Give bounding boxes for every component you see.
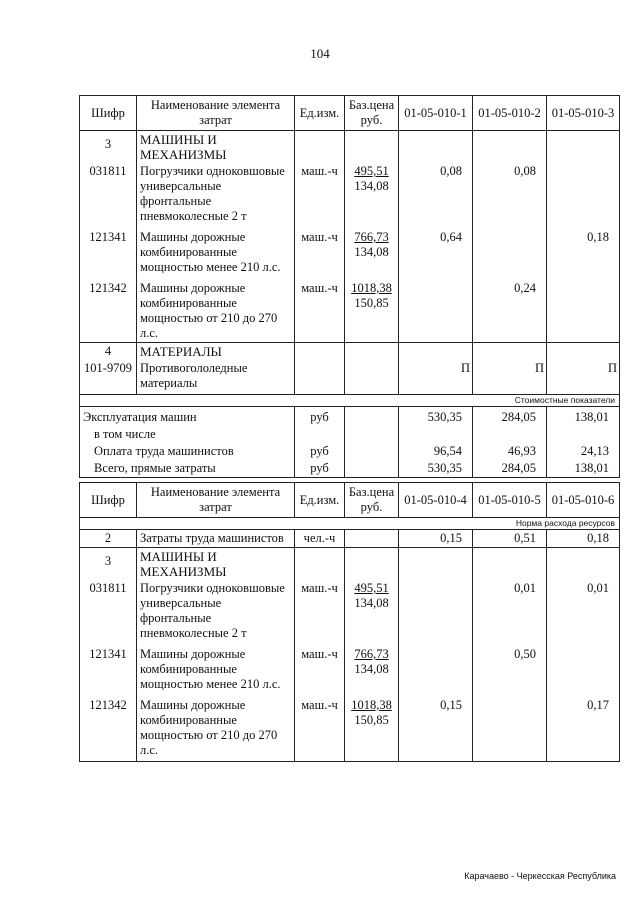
section-title: МАШИНЫ И МЕХАНИЗМЫ — [137, 131, 295, 164]
row-value-3 — [547, 163, 620, 225]
row-name: Машины дорожные комбинированные мощностью менее 210 л.с. — [137, 225, 295, 276]
row-code: 101-9709 — [80, 360, 137, 395]
row-name: Погрузчики одноковшовые универсальные фронтальные пневмоколесные 2 т — [137, 580, 295, 642]
band-label: Стоимостные показатели — [80, 395, 620, 407]
header-name: Наименование элемента затрат — [137, 96, 295, 131]
row-code: 2 — [80, 530, 137, 548]
row-code: 031811 — [80, 580, 137, 642]
table-row — [80, 530, 620, 548]
row-price: 495,51 134,08 — [345, 580, 399, 642]
row-code: 121341 — [80, 642, 137, 693]
row-name: Противогололедные материалы — [137, 360, 295, 395]
header-code: Шифр — [80, 96, 137, 131]
row-name: Машины дорожные комбинированные мощностью менее 210 л.с. — [137, 642, 295, 693]
row-name: Погрузчики одноковшовые универсальные фронтальные пневмоколесные 2 т — [137, 163, 295, 225]
row-value-2: 0,51 — [473, 530, 547, 548]
cost-value-2: 284,05 — [473, 460, 547, 478]
band-label: Норма расхода ресурсов — [80, 518, 620, 530]
row-code: 121342 — [80, 693, 137, 762]
row-code: 121342 — [80, 276, 137, 343]
header-col-6: 01-05-010-6 — [547, 483, 620, 518]
header-unit: Ед.изм. — [295, 483, 345, 518]
header-unit: Ед.изм. — [295, 96, 345, 131]
row-value-2 — [473, 693, 547, 762]
section-num: 3 — [80, 548, 137, 581]
row-value-2: П — [473, 360, 547, 395]
resource-table-2 — [79, 482, 620, 762]
section-title: МАТЕРИАЛЫ — [137, 343, 295, 361]
row-value-2: 0,50 — [473, 642, 547, 693]
row-unit: маш.-ч — [295, 276, 345, 343]
row-price: 495,51 134,08 — [345, 163, 399, 225]
row-unit: маш.-ч — [295, 693, 345, 762]
cost-including: в том числе — [80, 426, 295, 443]
header-price: Баз.цена руб. — [345, 96, 399, 131]
cost-value-3: 138,01 — [547, 460, 620, 478]
page-number: 104 — [310, 46, 330, 61]
header-col-1: 01-05-010-1 — [399, 96, 473, 131]
cost-label: Всего, прямые затраты — [80, 460, 295, 478]
row-unit: маш.-ч — [295, 163, 345, 225]
header-col-4: 01-05-010-4 — [399, 483, 473, 518]
row-name: Машины дорожные комбинированные мощностью от 210 до 270 л.с. — [137, 693, 295, 762]
row-value-1: 0,15 — [399, 530, 473, 548]
row-value-2: 0,01 — [473, 580, 547, 642]
row-price: 1018,38 150,85 — [345, 693, 399, 762]
row-name: Машины дорожные комбинированные мощностью от 210 до 270 л.с. — [137, 276, 295, 343]
row-value-1 — [399, 580, 473, 642]
row-price: 1018,38 150,85 — [345, 276, 399, 343]
table-row — [80, 693, 620, 762]
cost-unit: руб — [295, 460, 345, 478]
row-code: 121341 — [80, 225, 137, 276]
row-unit: маш.-ч — [295, 580, 345, 642]
header-price: Баз.цена руб. — [345, 483, 399, 518]
row-unit: маш.-ч — [295, 225, 345, 276]
cost-value-2: 284,05 — [473, 407, 547, 427]
cost-unit: руб — [295, 407, 345, 427]
table-row — [80, 225, 620, 276]
row-value-3: П — [547, 360, 620, 395]
resource-table-1 — [79, 95, 620, 478]
footer-region: Карачаево - Черкесская Республика — [464, 871, 616, 881]
cost-label: Эксплуатация машин — [80, 407, 295, 427]
table-row — [80, 642, 620, 693]
cost-value-1: 530,35 — [399, 407, 473, 427]
section-num: 3 — [80, 131, 137, 164]
row-name: Затраты труда машинистов — [137, 530, 295, 548]
row-value-1: 0,15 — [399, 693, 473, 762]
row-value-1: П — [399, 360, 473, 395]
header-col-3: 01-05-010-3 — [547, 96, 620, 131]
row-value-3: 0,17 — [547, 693, 620, 762]
cost-label: Оплата труда машинистов — [80, 443, 295, 460]
header-code: Шифр — [80, 483, 137, 518]
row-value-2: 0,08 — [473, 163, 547, 225]
cost-value-3: 24,13 — [547, 443, 620, 460]
row-value-1: 0,64 — [399, 225, 473, 276]
table-row — [80, 360, 620, 395]
cost-value-1: 530,35 — [399, 460, 473, 478]
row-value-2 — [473, 225, 547, 276]
row-value-3 — [547, 276, 620, 343]
row-value-3 — [547, 642, 620, 693]
row-price: 766,73 134,08 — [345, 642, 399, 693]
row-code: 031811 — [80, 163, 137, 225]
cost-value-3: 138,01 — [547, 407, 620, 427]
row-value-3: 0,01 — [547, 580, 620, 642]
row-value-1: 0,08 — [399, 163, 473, 225]
cost-value-1: 96,54 — [399, 443, 473, 460]
table-row — [80, 163, 620, 225]
row-value-3: 0,18 — [547, 530, 620, 548]
table-row — [80, 580, 620, 642]
section-title: МАШИНЫ И МЕХАНИЗМЫ — [137, 548, 295, 581]
cost-unit: руб — [295, 443, 345, 460]
header-col-5: 01-05-010-5 — [473, 483, 547, 518]
row-unit: чел.-ч — [295, 530, 345, 548]
row-value-3: 0,18 — [547, 225, 620, 276]
cost-value-2: 46,93 — [473, 443, 547, 460]
row-value-1 — [399, 642, 473, 693]
section-num: 4 — [80, 343, 137, 361]
row-price: 766,73 134,08 — [345, 225, 399, 276]
row-unit: маш.-ч — [295, 642, 345, 693]
header-name: Наименование элемента затрат — [137, 483, 295, 518]
header-col-2: 01-05-010-2 — [473, 96, 547, 131]
row-value-1 — [399, 276, 473, 343]
table-row — [80, 276, 620, 343]
row-value-2: 0,24 — [473, 276, 547, 343]
